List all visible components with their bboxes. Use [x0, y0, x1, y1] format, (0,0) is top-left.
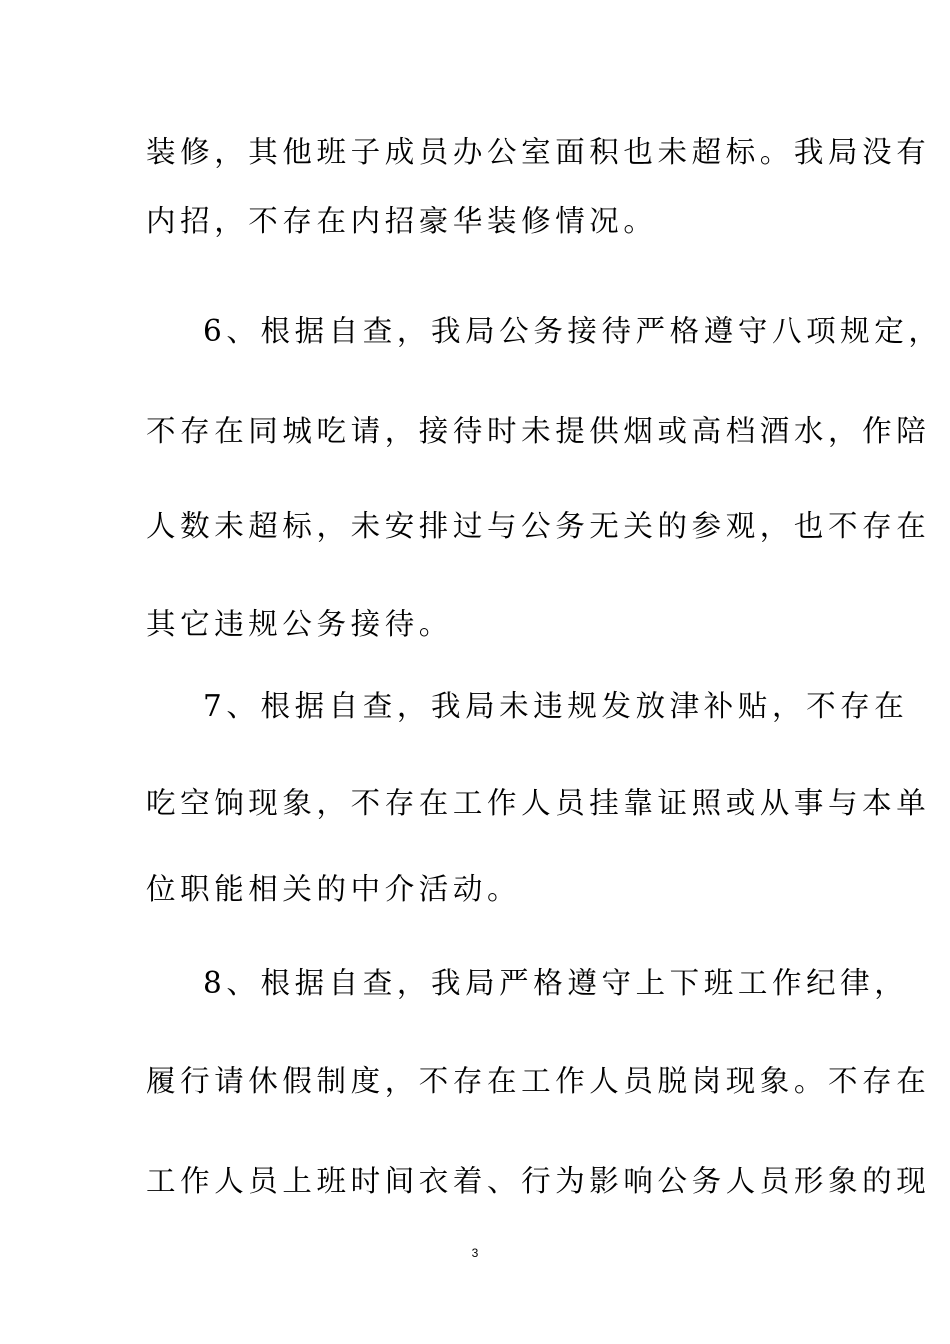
- paragraph-6-line-3: 人数未超标，未安排过与公务无关的参观，也不存在: [146, 509, 931, 543]
- paragraph-7-line-3: 位职能相关的中介活动。: [146, 872, 522, 906]
- paragraph-7-line-1: 7、根据自查，我局未违规发放津补贴，不存在: [203, 689, 909, 723]
- paragraph-8-line-1: 8、根据自查，我局严格遵守上下班工作纪律，: [203, 966, 909, 1000]
- paragraph-6-line-4: 其它违规公务接待。: [146, 607, 453, 641]
- paragraph-8-line-2: 履行请休假制度，不存在工作人员脱岗现象。不存在: [146, 1064, 931, 1098]
- paragraph-5-line-2: 内招，不存在内招豪华装修情况。: [146, 204, 658, 238]
- page-number: 3: [471, 1246, 479, 1260]
- paragraph-6-line-2: 不存在同城吃请，接待时未提供烟或高档酒水，作陪: [146, 414, 931, 448]
- paragraph-7-line-2: 吃空饷现象，不存在工作人员挂靠证照或从事与本单: [146, 786, 931, 820]
- paragraph-5-line-1: 装修，其他班子成员办公室面积也未超标。我局没有: [146, 135, 931, 169]
- paragraph-6-line-1: 6、根据自查，我局公务接待严格遵守八项规定，: [203, 314, 943, 348]
- paragraph-8-line-3: 工作人员上班时间衣着、行为影响公务人员形象的现: [146, 1164, 931, 1198]
